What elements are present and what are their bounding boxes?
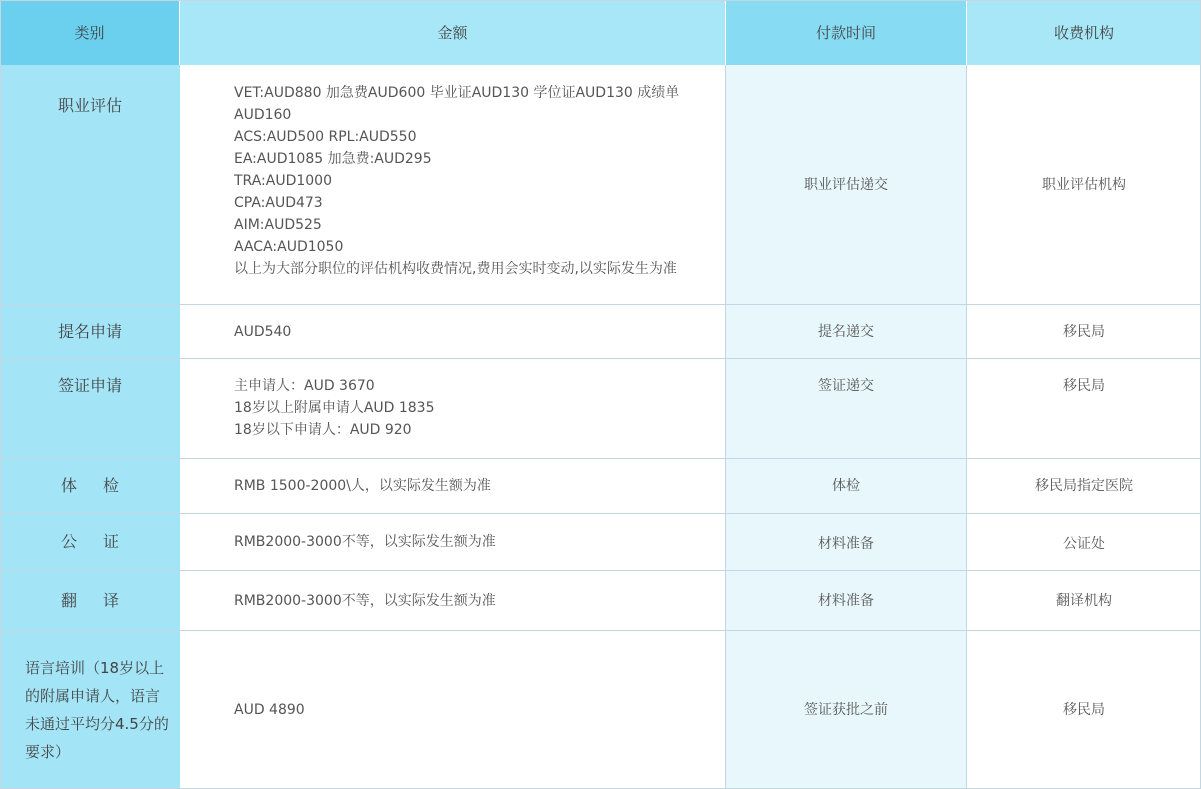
amount-line: RMB2000-3000不等，以实际发生额为准 <box>234 534 496 550</box>
row-category: 公证 <box>0 514 180 571</box>
row-category: 职业评估 <box>0 65 180 305</box>
row-amount <box>180 571 726 631</box>
row-category: 提名申请 <box>0 305 180 359</box>
row-amount <box>180 359 726 459</box>
amount-line: 18岁以上附属申请人AUD 1835 <box>234 400 435 416</box>
header-payment-time: 付款时间 <box>726 0 967 65</box>
amount-line: AUD 4890 <box>234 701 305 718</box>
row-category: 翻译 <box>0 571 180 631</box>
amount-line: ACS:AUD500 RPL:AUD550 <box>234 129 417 145</box>
amount-line: AACA:AUD1050 <box>234 239 344 255</box>
amount-line: VET:AUD880 加急费AUD600 毕业证AUD130 学位证AUD130 成绩单AUD160 <box>234 85 680 123</box>
amount-line: RMB2000-3000不等，以实际发生额为准 <box>234 592 496 609</box>
row-institution: 移民局 <box>967 359 1201 459</box>
amount-line: 主申请人：AUD 3670 <box>234 378 375 394</box>
amount-line: 18岁以下申请人：AUD 920 <box>234 422 412 438</box>
header-institution: 收费机构 <box>967 0 1201 65</box>
amount-line: AUD540 <box>234 323 292 340</box>
row-category: 语言培训（18岁以上的附属申请人，语言未通过平均分4.5分的要求） <box>0 631 180 789</box>
amount-line: CPA:AUD473 <box>234 195 323 211</box>
row-category: 签证申请 <box>0 359 180 459</box>
row-payment-time: 职业评估递交 <box>726 65 967 305</box>
row-payment-time: 签证获批之前 <box>726 631 967 789</box>
row-institution: 移民局指定医院 <box>967 459 1201 514</box>
row-amount <box>180 459 726 514</box>
row-amount <box>180 305 726 359</box>
row-amount <box>180 514 726 571</box>
amount-line: EA:AUD1085 加急费:AUD295 <box>234 151 432 167</box>
row-category: 体检 <box>0 459 180 514</box>
row-payment-time: 签证递交 <box>726 359 967 459</box>
row-institution: 移民局 <box>967 305 1201 359</box>
row-payment-time: 材料准备 <box>726 571 967 631</box>
row-institution: 移民局 <box>967 631 1201 789</box>
row-payment-time: 提名递交 <box>726 305 967 359</box>
amount-line: AIM:AUD525 <box>234 217 322 233</box>
row-payment-time: 材料准备 <box>726 514 967 571</box>
row-amount <box>180 631 726 789</box>
header-amount: 金额 <box>180 0 726 65</box>
amount-line: TRA:AUD1000 <box>234 173 332 189</box>
row-institution: 翻译机构 <box>967 571 1201 631</box>
row-institution: 公证处 <box>967 514 1201 571</box>
row-amount <box>180 65 726 305</box>
amount-line: 以上为大部分职位的评估机构收费情况,费用会实时变动,以实际发生为准 <box>234 261 677 277</box>
amount-line: RMB 1500-2000\人，以实际发生额为准 <box>234 478 491 494</box>
header-category: 类别 <box>0 0 180 65</box>
row-payment-time: 体检 <box>726 459 967 514</box>
row-institution: 职业评估机构 <box>967 65 1201 305</box>
